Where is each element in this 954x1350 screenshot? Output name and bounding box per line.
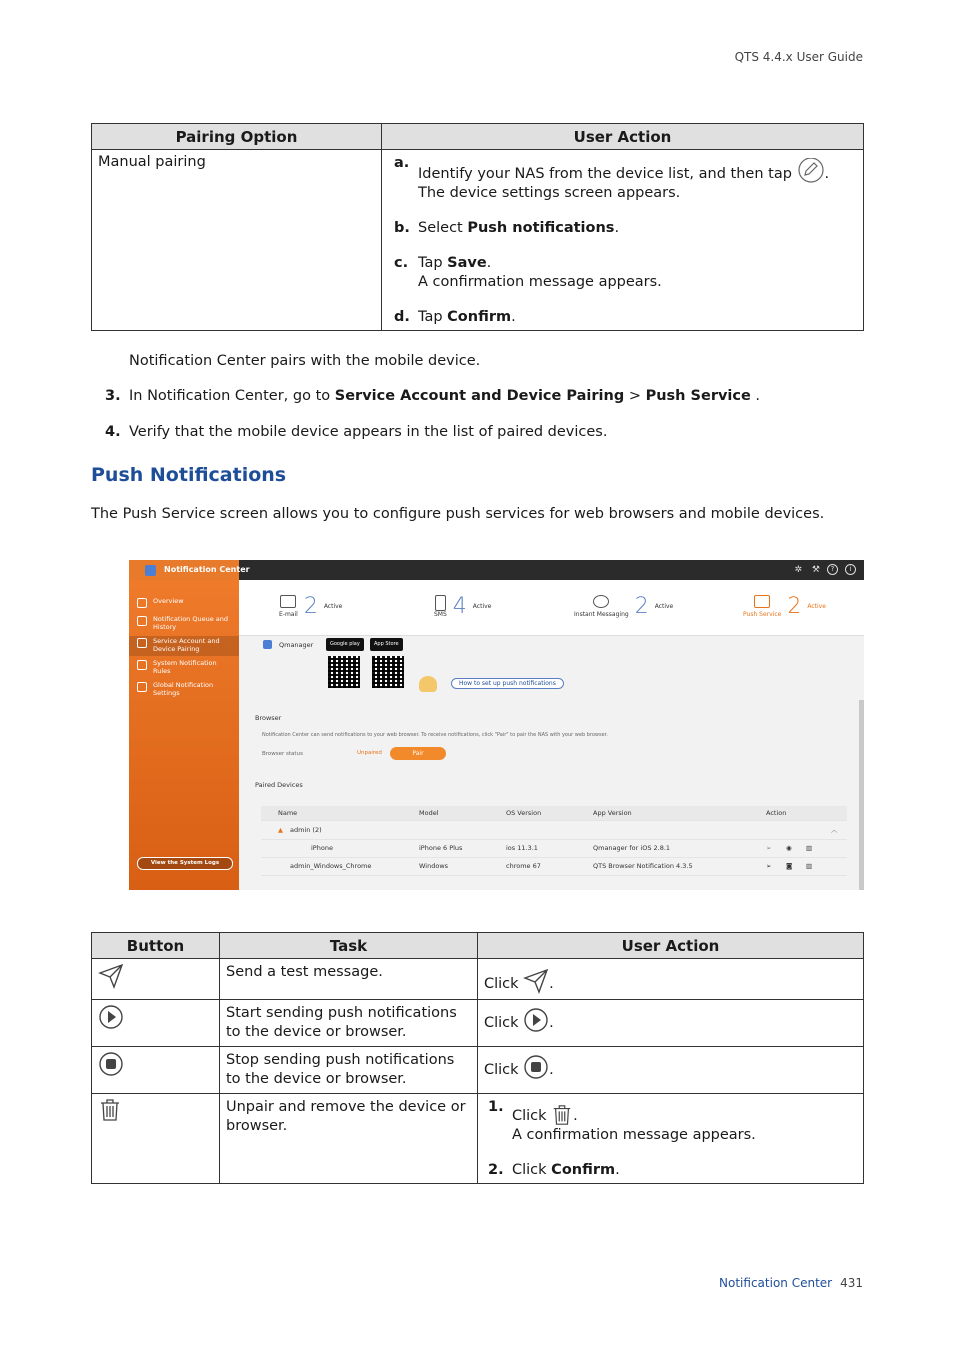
rules-icon: [137, 660, 147, 670]
tab-push-service[interactable]: Push Service 2 Active: [743, 594, 826, 619]
browser-desc: Notification Center can send notifications to your web browser. To receive notifications, click "Pair" to pair the NAS with your web browser.: [262, 732, 608, 738]
sidebar-item-service-account[interactable]: Service Account and Device Pairing: [137, 638, 229, 653]
google-play-button[interactable]: Google play: [326, 638, 364, 651]
settings-icon: [137, 682, 147, 692]
pair-button[interactable]: Pair: [390, 747, 446, 760]
intro-paragraph: The Push Service screen allows you to configure push services for web browsers and mobile devices.: [91, 506, 825, 522]
trash-step-2: 2. Click Confirm.: [488, 1162, 620, 1178]
stop-icon[interactable]: ◙: [786, 862, 793, 870]
button-cell: [92, 959, 220, 1000]
qr-code-ios: [372, 656, 404, 688]
sidebar-item-queue[interactable]: Notification Queue and History: [137, 616, 229, 631]
table-row[interactable]: admin_Windows_Chrome Windows chrome 67 QTS Browser Notification 4.3.5 ➢ ◙ ▥: [261, 857, 847, 876]
table-header: Name Model OS Version App Version Action: [261, 806, 847, 821]
app-titlebar: [129, 560, 864, 580]
edit-pencil-icon: [797, 158, 825, 184]
play-icon[interactable]: ◉: [786, 844, 792, 852]
col-task: Task: [220, 933, 478, 959]
footer-section: Notification Center: [719, 1276, 833, 1290]
user-action-cell: [382, 150, 864, 331]
page-number: 431: [840, 1276, 863, 1290]
megaphone-icon: [754, 595, 770, 608]
running-header: QTS 4.4.x User Guide: [734, 50, 863, 64]
tab-instant-messaging[interactable]: Instant Messaging 2 Active: [574, 594, 674, 619]
tools-icon[interactable]: ⚒: [811, 565, 820, 575]
info-icon[interactable]: i: [845, 564, 856, 575]
help-character-icon: [419, 676, 437, 692]
action-cell: Click .: [478, 959, 864, 1000]
play-icon: [523, 1007, 549, 1033]
button-cell: [92, 1047, 220, 1094]
send-icon: [98, 963, 124, 989]
how-to-link[interactable]: How to set up push notifications: [451, 678, 564, 689]
app-store-button[interactable]: App Store: [370, 638, 403, 651]
push-service-screenshot: [129, 560, 864, 890]
col-user-action: User Action: [478, 933, 864, 959]
tab-sms[interactable]: SMS 4 Active: [434, 594, 492, 619]
trash-icon[interactable]: ▥: [806, 862, 813, 870]
action-cell: Click .: [478, 1047, 864, 1094]
task-cell: Send a test message.: [220, 959, 478, 1000]
step-c: c. Tap Save. A confirmation message appears.: [394, 255, 662, 290]
view-logs-button[interactable]: View the System Logs: [137, 857, 233, 870]
phone-icon: [435, 595, 446, 611]
sidebar-item-rules[interactable]: System Notification Rules: [137, 660, 229, 675]
col-button: Button: [92, 933, 220, 959]
step-d: d. Tap Confirm.: [394, 309, 516, 325]
trash-step-1: 1. Click . A confirmation message appears.: [488, 1099, 756, 1143]
paired-devices-title: Paired Devices: [255, 781, 303, 789]
qr-code-android: [328, 656, 360, 688]
user-icon: ▲: [278, 826, 283, 834]
pairing-option-cell: Manual pairing: [92, 150, 382, 331]
collapse-icon[interactable]: ︿: [831, 826, 838, 834]
step-4: 4. Verify that the mobile device appears in the list of paired devices.: [105, 424, 608, 440]
trash-icon: [551, 1104, 573, 1126]
app-title: Notification Center: [164, 565, 250, 574]
send-icon[interactable]: ➢: [766, 844, 772, 852]
trash-icon: [98, 1098, 122, 1122]
send-icon[interactable]: ➢: [766, 862, 772, 870]
step-3: 3. In Notification Center, go to Service Account and Device Pairing > Push Service .: [105, 388, 761, 404]
browser-status-label: Browser status: [262, 751, 303, 757]
table-row[interactable]: iPhone iPhone 6 Plus ios 11.3.1 Qmanager for iOS 2.8.1 ➢ ◉ ▥: [261, 839, 847, 858]
qmanager-label: Qmanager: [279, 641, 314, 649]
stop-icon: [98, 1051, 124, 1077]
task-cell: Stop sending push notifications to the device or browser.: [220, 1047, 478, 1094]
app-logo-icon: [145, 565, 156, 576]
button-table: [91, 932, 864, 1184]
pairing-table: [91, 123, 864, 331]
sidebar-item-overview[interactable]: Overview: [137, 598, 184, 608]
play-icon: [98, 1004, 124, 1030]
browser-status: Unpaired: [357, 750, 382, 756]
step-b: b. Select Push notifications.: [394, 220, 620, 236]
chart-icon: [137, 598, 147, 608]
mail-icon: [280, 595, 296, 608]
send-icon: [523, 968, 549, 994]
device-icon: [137, 638, 147, 648]
action-cell: Click .: [478, 1000, 864, 1047]
history-icon: [137, 616, 147, 626]
col-user-action: User Action: [382, 124, 864, 150]
task-cell: Unpair and remove the device or browser.: [220, 1094, 478, 1184]
browser-title: Browser: [255, 714, 282, 722]
tab-email[interactable]: E-mail 2 Active: [279, 594, 343, 619]
service-tabs: [239, 580, 864, 636]
sidebar-item-global-settings[interactable]: Global Notification Settings: [137, 682, 229, 697]
action-cell: [478, 1094, 864, 1184]
stop-icon: [523, 1054, 549, 1080]
section-heading: Push Notifications: [91, 464, 287, 486]
button-cell: [92, 1094, 220, 1184]
trash-icon[interactable]: ▥: [806, 844, 813, 852]
group-row[interactable]: ▲ admin (2) ︿: [261, 821, 847, 840]
step-a: a. Identify your NAS from the device list, and then tap . The device settings screen appears.: [394, 155, 830, 201]
sidebar: [129, 580, 239, 890]
chat-icon: [593, 595, 609, 608]
pairs-paragraph: Notification Center pairs with the mobile device.: [129, 353, 481, 369]
qmanager-icon: [263, 640, 272, 649]
col-pairing-option: Pairing Option: [92, 124, 382, 150]
task-cell: Start sending push notifications to the device or browser.: [220, 1000, 478, 1047]
bug-icon[interactable]: ✲: [794, 565, 802, 575]
page-footer: [719, 1276, 863, 1290]
button-cell: [92, 1000, 220, 1047]
scrollbar[interactable]: [859, 700, 864, 890]
help-icon[interactable]: ?: [827, 564, 838, 575]
